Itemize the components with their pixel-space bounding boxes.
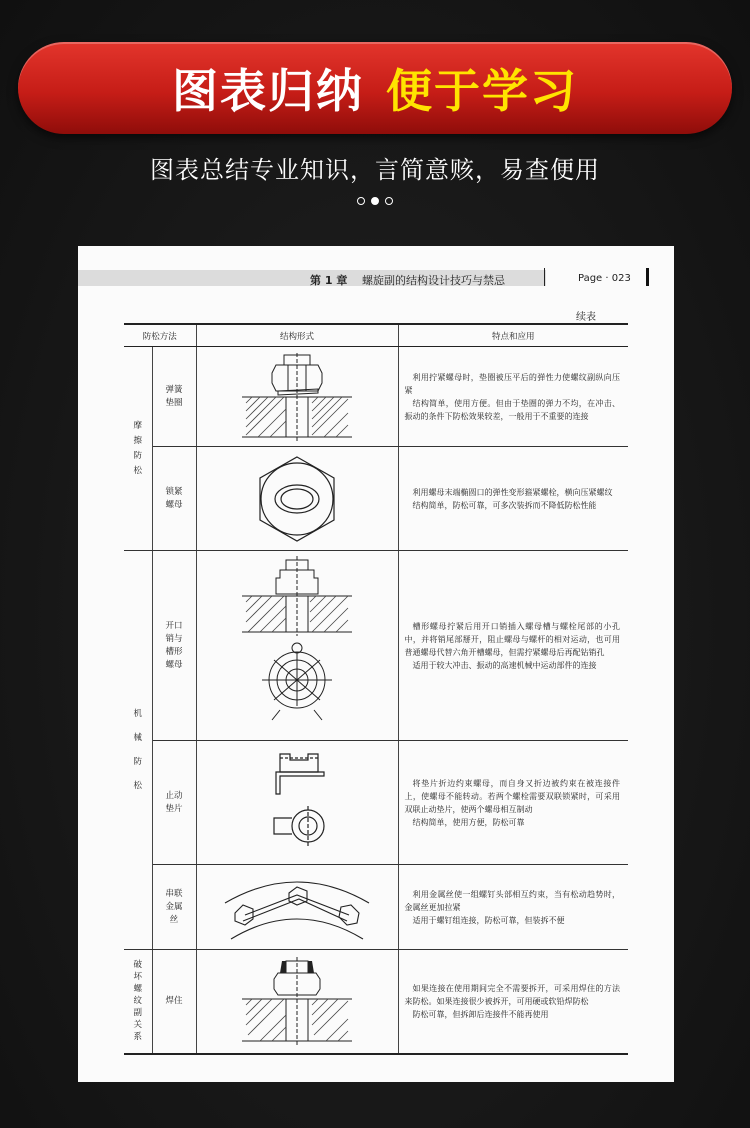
- page-number: Page · 023: [578, 273, 631, 284]
- table-row: [124, 551, 628, 741]
- description-cell: [398, 551, 628, 741]
- description-paragraph: 适用于螺钉组连接，防松可靠，但装拆不便: [412, 915, 565, 925]
- welding-figure: [222, 953, 372, 1049]
- header-structure: 结构形式: [196, 324, 398, 347]
- description-cell: [398, 865, 628, 950]
- description-paragraph: 利用拧紧螺母时，垫圈被压平后的弹性力使螺纹副纵向压紧: [404, 372, 621, 395]
- figure-cell: [196, 950, 398, 1054]
- lock-nut-figure: [222, 451, 372, 547]
- banner-title-white: 图表归纳: [172, 64, 364, 118]
- figure-cell: [196, 551, 398, 741]
- group-label-destroy: 破坏螺纹副关系: [133, 960, 142, 1043]
- group-cell: [124, 950, 152, 1054]
- method-label: 串联金属丝: [165, 888, 183, 925]
- continued-label: 续表: [576, 312, 596, 323]
- chapter-number: 第 1 章: [310, 274, 348, 287]
- title-banner: [18, 42, 732, 134]
- method-cell: [152, 447, 196, 551]
- description-cell: [398, 447, 628, 551]
- table-row: [124, 950, 628, 1054]
- method-cell: [152, 347, 196, 447]
- group-label-friction: 摩擦防松: [133, 420, 142, 476]
- method-label: 焊住: [165, 995, 183, 1006]
- method-label: 弹簧垫圈: [165, 384, 183, 408]
- figure-cell: [196, 741, 398, 865]
- header-features: 特点和应用: [398, 324, 628, 347]
- figure-cell: [196, 347, 398, 447]
- carousel-dots: [0, 197, 750, 205]
- description-paragraph: 利用螺母末端椭圆口的弹性变形箍紧螺栓，横向压紧螺纹: [412, 487, 613, 497]
- description-cell: [398, 347, 628, 447]
- description-cell: [398, 741, 628, 865]
- description-paragraph: 结构简单，防松可靠，可多次装拆而不降低防松性能: [412, 500, 597, 510]
- carousel-dot-3[interactable]: [385, 197, 393, 205]
- description-paragraph: 适用于较大冲击、振动的高速机械中运动部件的连接: [412, 660, 597, 670]
- table-header-row: [124, 324, 628, 347]
- locking-methods-table: [124, 323, 628, 1055]
- method-label: 锁紧螺母: [165, 486, 183, 510]
- wire-figure: [217, 869, 377, 945]
- table-row: [124, 865, 628, 950]
- table-row: [124, 447, 628, 551]
- group-cell: [124, 347, 152, 551]
- spring-washer-figure: [222, 351, 372, 443]
- table-row: [124, 347, 628, 447]
- description-cell: [398, 950, 628, 1054]
- description-paragraph: 将垫片折边约束螺母，而自身又折边被约束在被连接件上，使螺母不能转动。若两个螺栓需要双联锁紧时，可采用双联止动垫片，使两个螺母相互制动: [404, 778, 621, 814]
- figure-cell: [196, 865, 398, 950]
- subtitle: 图表总结专业知识，言简意赅，易查便用: [150, 156, 600, 184]
- description-paragraph: 利用金属丝使一组螺钉头部相互约束，当有松动趋势时，金属丝更加拉紧: [404, 889, 621, 912]
- banner-title-yellow: 便于学习: [386, 64, 578, 118]
- carousel-dot-1[interactable]: [357, 197, 365, 205]
- tab-washer-figure: [222, 746, 372, 860]
- description-paragraph: 如果连接在使用期间完全不需要拆开，可采用焊住的方法来防松。如果连接很少被拆开，可用硬或软铅焊防松: [404, 983, 621, 1006]
- group-cell: [124, 551, 152, 950]
- carousel-dot-2[interactable]: [371, 197, 379, 205]
- description-paragraph: 防松可靠，但拆卸后连接件不能再使用: [412, 1009, 549, 1019]
- group-label-mechanical: 机械防松: [133, 709, 142, 791]
- description-paragraph: 结构简单，使用方便。但由于垫圈的弹力不均，在冲击、振动的条件下防松效果较差，一般用于不重要的连接: [404, 398, 621, 421]
- method-cell: [152, 741, 196, 865]
- figure-cell: [196, 447, 398, 551]
- description-paragraph: 槽形螺母拧紧后用开口销插入螺母槽与螺栓尾部的小孔中，并将销尾部掰开，阻止螺母与螺杆的相对运动，也可用普通螺母代替六角开槽螺母，但需拧紧螺母后再配钻销孔: [404, 621, 621, 657]
- header-method: 防松方法: [124, 324, 196, 347]
- method-cell: [152, 865, 196, 950]
- description-paragraph: 结构简单，使用方便，防松可靠: [412, 817, 525, 827]
- method-label: 开口销与槽形螺母: [165, 620, 183, 670]
- method-cell: [152, 551, 196, 741]
- header-separator: [544, 268, 545, 286]
- cotter-pin-figure: [222, 556, 372, 736]
- method-label: 止动垫片: [165, 790, 183, 814]
- table-row: [124, 741, 628, 865]
- method-cell: [152, 950, 196, 1054]
- book-page: [78, 246, 674, 1082]
- chapter-title: 螺旋副的结构设计技巧与禁忌: [362, 274, 505, 287]
- header-marker: [646, 268, 649, 286]
